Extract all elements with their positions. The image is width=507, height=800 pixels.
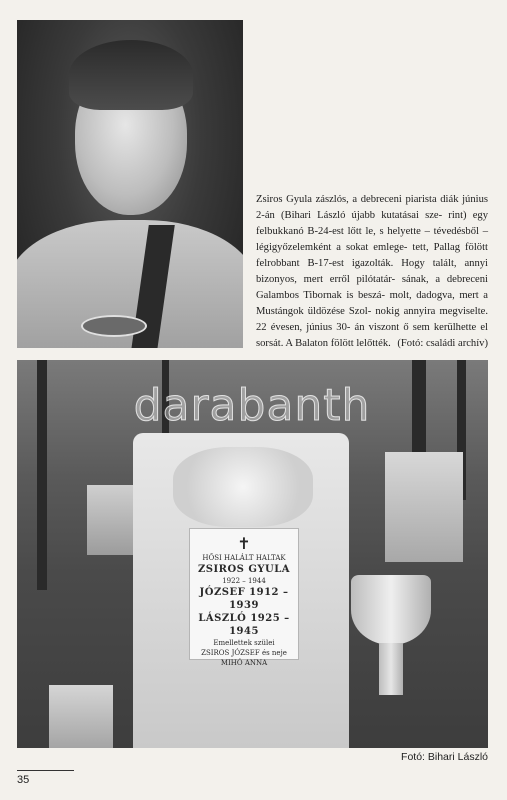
grave-photo xyxy=(17,360,488,748)
photo-credit: Fotó: Bihari László xyxy=(401,751,488,763)
background-gravestone xyxy=(87,485,135,555)
rose-carving xyxy=(173,447,313,527)
plaque-line: HŐSI HALÁLT HALTAK xyxy=(202,554,286,562)
caption-line: án viszont ő sem kerülhette el sorsát. A Balaton xyxy=(256,322,488,349)
grave-plaque xyxy=(189,528,299,667)
caption-line: molt, dadogva, mert a Mustángok üldözése Szol- xyxy=(256,290,488,317)
caption-line: sának, a debreceni Galambos Tibornak is beszá- xyxy=(256,274,488,301)
caption-line: Hogy talált, annyi bizonyos, mert erről pilótatár- xyxy=(256,258,488,285)
plaque-line: Emellettek szülei xyxy=(213,639,275,647)
plaque-line: 1922 – 1944 xyxy=(222,577,266,585)
plaque-name: LÁSZLÓ 1925 – 1945 xyxy=(198,613,290,637)
footer-rule xyxy=(17,770,74,771)
plaque-name: ZSIROS GYULA xyxy=(197,564,291,575)
caption-line: nokig annyira megviselte. 22 évesen, június 30- xyxy=(256,306,488,333)
cross-icon: ✝ xyxy=(237,534,251,553)
urn-bowl xyxy=(351,575,431,645)
caption-line: tévedésből – légigyőzelemként a sokat emlege- xyxy=(256,226,488,253)
plaque-name: JÓZSEF 1912 – 1939 xyxy=(199,587,289,611)
background-gravestone xyxy=(385,452,463,562)
caption-line: fölött lelőtték. xyxy=(330,338,391,349)
page-number: 35 xyxy=(17,774,30,786)
photo-caption xyxy=(256,192,488,352)
pilot-wings-badge xyxy=(81,315,147,337)
plaque-line: MIHÓ ANNA xyxy=(220,659,268,667)
caption-line: tett, Pallag fölött felrobbant B-17-est igazolták. xyxy=(256,242,488,269)
flower-pot xyxy=(49,685,113,748)
hair-shape xyxy=(69,40,193,110)
caption-line: rint) egy felbukkanó B-24-est lőtt le, s helyette – xyxy=(256,210,488,237)
caption-line: június 2-án (Bihari László újabb kutatásai sze- xyxy=(256,194,489,221)
caption-line: Zsiros Gyula zászlós, a debreceni piarista diák xyxy=(256,194,459,205)
portrait-photo xyxy=(17,20,243,348)
urn-stem xyxy=(379,643,403,695)
tree-trunk xyxy=(37,360,47,590)
stone-urn xyxy=(351,575,431,695)
watermark: darabanth xyxy=(133,380,371,431)
plaque-line: ZSIROS JÓZSEF és neje xyxy=(201,649,287,657)
caption-credit: (Fotó: családi archív) xyxy=(397,338,488,349)
